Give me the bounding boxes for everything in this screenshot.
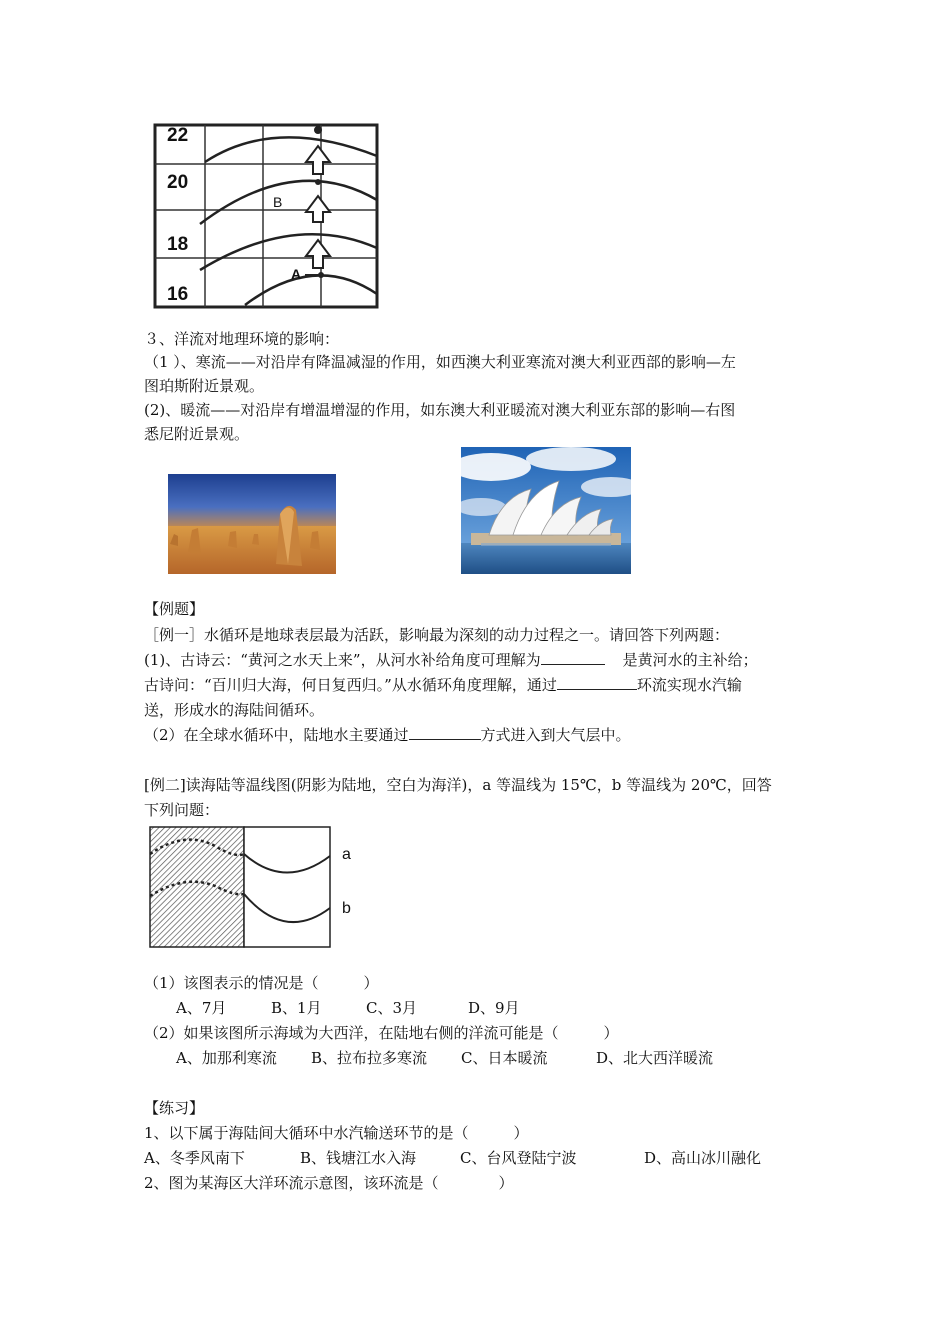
option[interactable]: D、9月 (468, 999, 520, 1017)
section3-p2-line2: 悉尼附近景观。 (144, 425, 250, 443)
sydney-opera-house-photo (461, 447, 631, 574)
option[interactable]: C、3月 (366, 999, 418, 1017)
option[interactable]: D、高山冰川融化 (644, 1149, 762, 1167)
example2-line2: 下列问题： (144, 801, 220, 819)
example2-q1-options (176, 997, 520, 1019)
examples-heading: 【例题】 (144, 600, 205, 618)
perth-pinnacles-photo (168, 474, 336, 574)
example2-q1: （1）该图表示的情况是（ ） (144, 974, 379, 992)
example2-q2: （2）如果该图所示海域为大西洋，在陆地右侧的洋流可能是（ ） (144, 1024, 619, 1042)
example1-q2-text-a: （2）在全球水循环中，陆地水主要通过 (144, 726, 409, 744)
option[interactable]: C、台风登陆宁波 (460, 1149, 577, 1167)
example1-line1: ［例一］水循环是地球表层最为活跃，影响最为深刻的动力过程之一。请回答下列两题： (144, 626, 730, 644)
example1-q2-text-b: 方式进入到大气层中。 (480, 726, 631, 744)
isotherm-b-label: b (342, 900, 351, 917)
practice-heading: 【练习】 (144, 1099, 205, 1117)
section3-p2-line1: (2)、暖流——对沿岸有增温增湿的作用，如东澳大利亚暖流对澳大利亚东部的影响—右图 (144, 401, 736, 419)
point-a-label: A (291, 266, 302, 282)
example1-q2-line (144, 724, 631, 746)
example1-q1-text-a: (1)、古诗云：“黄河之水天上来”，从河水补给角度可理解为 (144, 651, 541, 669)
example1-answer-blank-2[interactable] (557, 675, 637, 690)
isotherm-label-20: 20 (167, 172, 189, 193)
option[interactable]: B、拉布拉多寒流 (311, 1049, 428, 1067)
isotherm-label-22: 22 (167, 125, 189, 146)
option[interactable]: B、钱塘江水入海 (300, 1149, 417, 1167)
option[interactable]: A、加那利寒流 (176, 1049, 277, 1067)
option[interactable]: B、1月 (271, 999, 322, 1017)
option[interactable]: C、日本暖流 (461, 1049, 548, 1067)
example2-line1: [例二]读海陆等温线图(阴影为陆地，空白为海洋)，a 等温线为 15℃，b 等温线为 20℃，回答 (144, 776, 772, 794)
isotherm-label-18: 18 (167, 234, 189, 255)
example1-answer-blank-1[interactable] (541, 650, 605, 665)
practice-q1-options (144, 1147, 761, 1169)
option[interactable]: A、7月 (176, 999, 227, 1017)
example1-q1-text-c: 古诗问：“百川归大海，何日复西归。”从水循环角度理解，通过 (144, 676, 557, 694)
example1-q1-line2 (144, 674, 742, 696)
option[interactable]: A、冬季风南下 (144, 1149, 245, 1167)
section3-heading: ３、洋流对地理环境的影响： (144, 330, 340, 348)
option[interactable]: D、北大西洋暖流 (596, 1049, 714, 1067)
example1-answer-blank-3[interactable] (409, 725, 481, 740)
isotherm-a-label: a (342, 846, 351, 863)
section3-p1-line2: 图珀斯附近景观。 (144, 377, 265, 395)
example1-q1-line1 (144, 649, 758, 671)
example2-q2-options (176, 1047, 713, 1069)
isotherm-current-figure (145, 122, 380, 312)
practice-q2: 2、图为某海区大洋环流示意图，该环流是（ ） (144, 1174, 514, 1192)
isotherm-label-16: 16 (167, 284, 189, 305)
section3-p1-line1: （1 ）、寒流——对沿岸有降温减湿的作用，如西澳大利亚寒流对澳大利亚西部的影响—左 (144, 353, 736, 371)
example1-q1-line3: 送，形成水的海陆间循环。 (144, 701, 325, 719)
practice-q1: 1、以下属于海陆间大循环中水汽输送环节的是（ ） (144, 1124, 529, 1142)
land-sea-isotherm-figure (145, 824, 365, 952)
point-b-label: B (273, 194, 283, 210)
example1-q1-text-d: 环流实现水汽输 (636, 676, 742, 694)
example1-q1-text-b: 是黄河水的主补给； (622, 651, 758, 669)
